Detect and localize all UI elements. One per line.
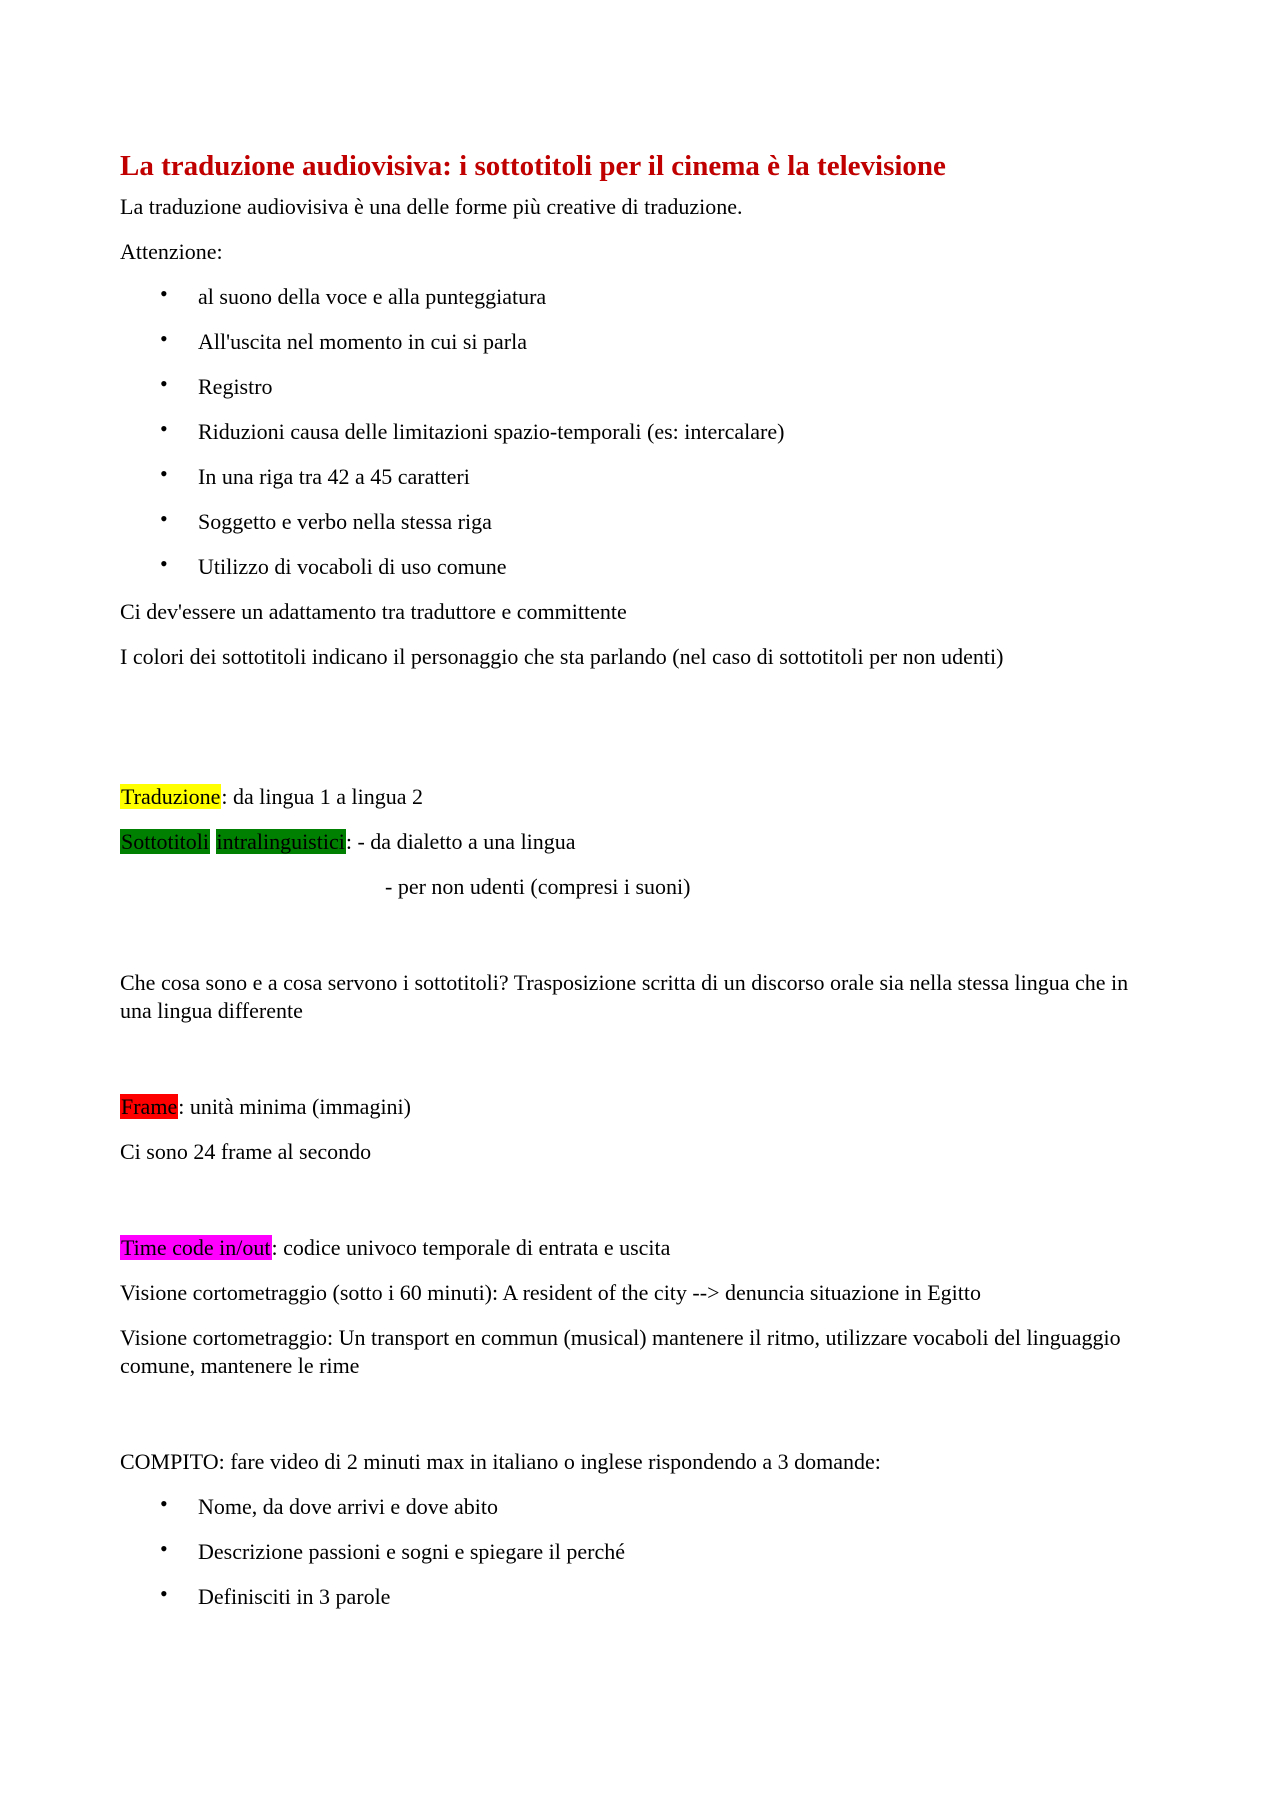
- list-item: • Soggetto e verbo nella stessa riga: [160, 506, 492, 534]
- highlight-time-code: Time code in/out: [121, 1235, 271, 1260]
- list-item: • al suono della voce e alla punteggiatura: [160, 281, 547, 309]
- attention-label: Attenzione:: [120, 239, 223, 264]
- visione-2-paragraph: Visione cortometraggio: Un transport en commun (musical) mantenere il ritmo, utilizzare vocaboli del linguaggio comune, mantenere le rime: [120, 1325, 1121, 1378]
- list-item: • All'uscita nel momento in cui si parla: [160, 326, 528, 354]
- list-item: • Definisciti in 3 parole: [160, 1581, 391, 1609]
- list-item: • In una riga tra 42 a 45 caratteri: [160, 461, 470, 489]
- bullet-icon: •: [160, 326, 168, 351]
- page-title: La traduzione audiovisiva: i sottotitoli per il cinema è la televisione: [120, 150, 946, 182]
- frame-rate-paragraph: Ci sono 24 frame al secondo: [120, 1139, 372, 1164]
- bullet-icon: •: [160, 371, 168, 396]
- bullet-icon: •: [160, 416, 168, 441]
- highlight-frame: Frame: [121, 1094, 178, 1119]
- highlight-sottotitoli: Sottotitoli: [121, 829, 210, 854]
- list-item: • Registro: [160, 371, 273, 399]
- intro-paragraph: La traduzione audiovisiva è una delle forme più creative di traduzione.: [120, 194, 743, 219]
- compito-paragraph: COMPITO: fare video di 2 minuti max in italiano o inglese rispondendo a 3 domande:: [120, 1449, 881, 1474]
- sottotitoli-second-line: - per non udenti (compresi i suoni): [385, 874, 691, 899]
- visione-1-paragraph: Visione cortometraggio (sotto i 60 minuti): A resident of the city --> denuncia situazione in Egitto: [120, 1280, 981, 1305]
- list-item: • Nome, da dove arrivi e dove abito: [160, 1491, 498, 1519]
- bullet-icon: •: [160, 506, 168, 531]
- list-item: • Riduzioni causa delle limitazioni spazio-temporali (es: intercalare): [160, 416, 785, 444]
- bullet-icon: •: [160, 281, 168, 306]
- time-code-definition: Time code in/out: codice univoco temporale di entrata e uscita: [121, 1235, 671, 1260]
- compito-list: [120, 1493, 1160, 1611]
- traduzione-definition: Traduzione: da lingua 1 a lingua 2: [121, 784, 424, 809]
- frame-definition: Frame: unità minima (immagini): [121, 1094, 411, 1119]
- bullet-icon: •: [160, 461, 168, 486]
- document-page: [120, 148, 1160, 1628]
- che-cosa-paragraph: Che cosa sono e a cosa servono i sottotitoli? Trasposizione scritta di un discorso orale sia nella stessa lingua che in una lingua differente: [120, 970, 1129, 1023]
- colori-paragraph: I colori dei sottotitoli indicano il personaggio che sta parlando (nel caso di sottotitoli per non udenti): [120, 644, 1004, 669]
- sottotitoli-definition: Sottotitoli intralinguistici: - da dialetto a una lingua: [121, 829, 576, 854]
- attention-list: [120, 283, 1160, 581]
- bullet-icon: •: [160, 1491, 168, 1516]
- highlight-traduzione: Traduzione: [121, 784, 221, 809]
- bullet-icon: •: [160, 1581, 168, 1606]
- bullet-icon: •: [160, 1536, 168, 1561]
- adattamento-paragraph: Ci dev'essere un adattamento tra traduttore e committente: [120, 599, 627, 624]
- bullet-icon: •: [160, 551, 168, 576]
- highlight-intralinguistici: intralinguistici: [216, 829, 345, 854]
- list-item: • Descrizione passioni e sogni e spiegare il perché: [160, 1536, 626, 1564]
- list-item: • Utilizzo di vocaboli di uso comune: [160, 551, 507, 579]
